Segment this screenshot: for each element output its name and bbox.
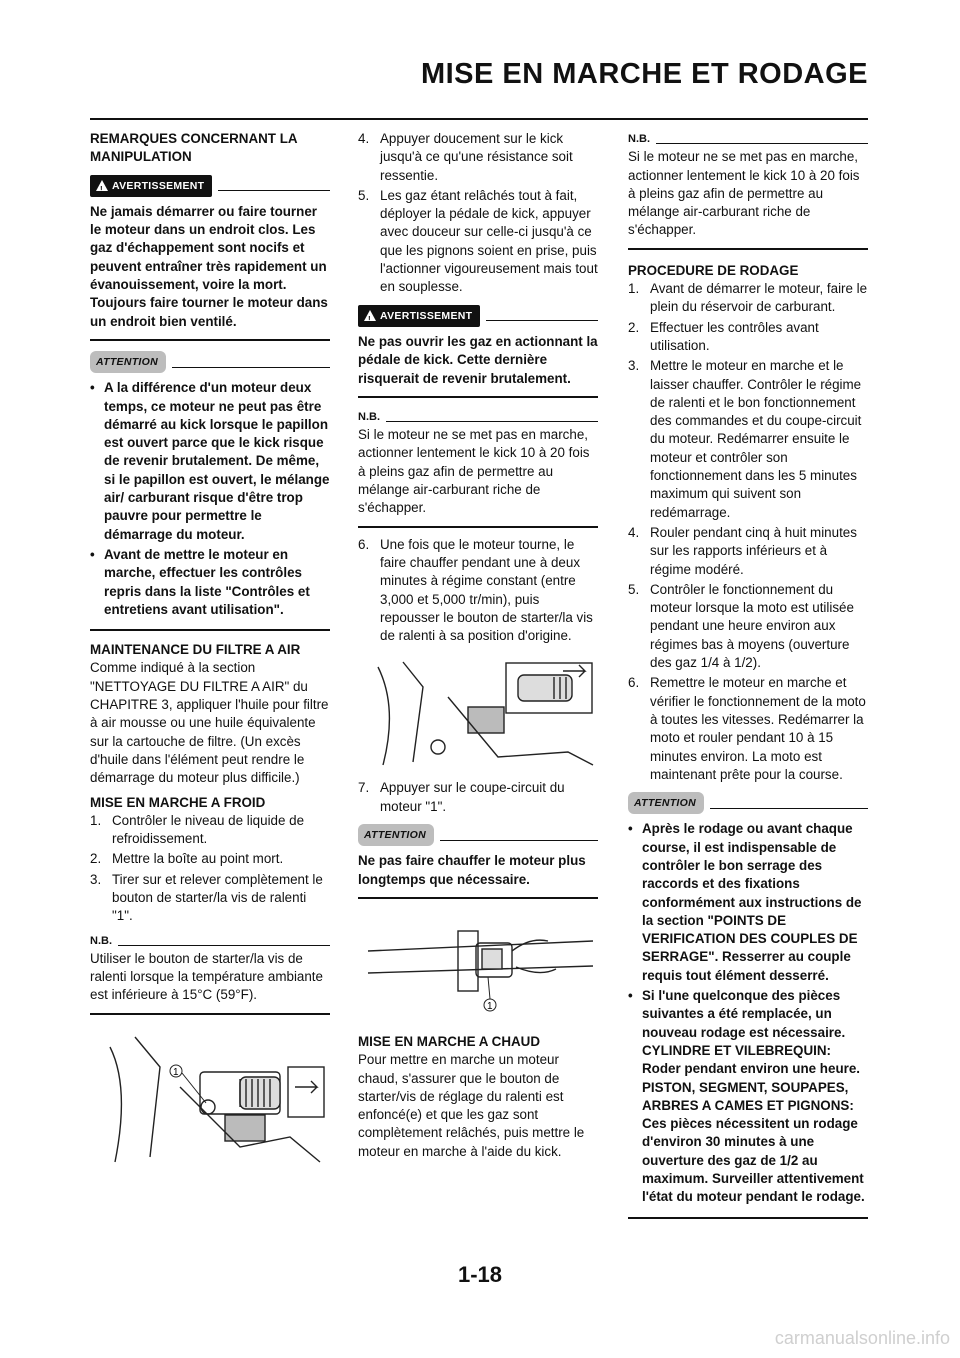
nb-label: N.B. [628,133,650,145]
step-item: 6. Une fois que le moteur tourne, le faire chauffer pendant une à deux minutes à régime constant (entre 3,000 et 5,000 tr/min), puis repousser le bouton de starter/la vis de ralenti à sa position d'origine. [358,536,593,644]
figure-kill-switch [358,911,598,1021]
callout-label: 1 [487,1000,493,1012]
step-item: 3. Tirer sur et relever complètement le bouton de starter/la vis de ralenti "1". [90,871,323,924]
page-title: MISE EN MARCHE ET RODAGE [420,58,868,90]
nb-text: Utiliser le bouton de starter/la vis de ralenti lorsque la température ambiante est inférieure à 15°C (59°F). [90,950,323,1003]
page-number: 1-18 [457,1262,503,1287]
filtre-text: Comme indiqué à la section "NETTOYAGE DU FILTRE A AIR" du CHAPITRE 3, appliquer l'huile pour filtre à air mousse ou une huile équivalente sur la cartouche de filtre. (Un excès d'huile dans l'élément peut rendre le démarrage du moteur plus difficile.) [90,660,329,786]
column-2 [358,130,598,1167]
callout-label: 1 [173,1066,179,1078]
heading-chaud: MISE EN MARCHE A CHAUD [358,1033,541,1049]
heading-filtre: MAINTENANCE DU FILTRE A AIR [90,642,301,658]
attention-badge: ATTENTION [90,351,166,373]
nb-text: Si le moteur ne se met pas en marche, actionner lentement le kick 10 à 20 fois à pleins gaz afin de permettre au mélange air-carburant riche de s'échapper. [358,427,590,516]
warning-box-2 [358,305,598,398]
attention-badge: ATTENTION [628,792,704,814]
figure-starter-warm [358,657,598,767]
chaud-text: Pour mettre en marche un moteur chaud, s'assurer que le bouton de starter/vis de réglage du ralenti est enfoncé(e) et que les gaz sont complètement relâchés, puis mettre le moteur en marche à l'aide du kick. [358,1052,585,1159]
column-3 [628,130,868,1229]
attention-text: Ne pas faire chauffer le moteur plus longtemps que nécessaire. [358,853,586,887]
step-item: 6. Remettre le moteur en marche et vérifier le fonctionnement de la moto à toutes les vitesses. Redémarrer la moto et rouler pendant 10 à 15 minutes environ. La moto est maintenant prête pour la course. [628,675,866,782]
list-item: • A la différence d'un moteur deux temps, ce moteur ne peut pas être démarré au kick lorsque le papillon est ouvert parce que le kick risque de revenir brutalement. De même, si le papillon est ouvert, le mélange air/ carburant risque d'être trop pauvre pour permettre le démarrage du moteur. [90,379,330,544]
footer-url: carmanualsonline.info [774,1328,950,1348]
list-item: • Si l'une quelconque des pièces suivantes a été remplacée, un nouveau rodage est nécessaire. CYLINDRE ET VILEBREQUIN: Roder pendant environ une heure. PISTON, SEGMENT, SOUPAPES, ARBRES A CAMES ET PIGNONS: Ces pièces nécessitent un rodage d'environ 30 minutes à une ouverture des gaz de 1/2 au maximum. Surveiller attentivement l'état du moteur pendant le rodage. [628,987,868,1207]
nb-text: Si le moteur ne se met pas en marche, actionner lentement le kick 10 à 20 fois à pleins gaz afin de permettre au mélange air-carburant riche de s'échapper. [628,149,860,238]
warning-text: Ne jamais démarrer ou faire tourner le moteur dans un endroit clos. Les gaz d'échappement sont nocifs et peuvent entraîner très rapidement un évanouissement, voire la mort. Toujours faire tourner le moteur dans un endroit bien ventilé. [90,203,328,329]
starter-warm-illustration [358,657,598,767]
warning-box-1 [90,175,330,341]
nb-box-1 [90,932,330,1015]
step-item: 7. Appuyer sur le coupe-circuit du moteur "1". [358,780,565,814]
step-item: 5. Contrôler le fonctionnement du moteur lorsque la moto est utilisée pendant une heure environ aux régimes bas à moyens (ouverture des gaz 1/4 à 1/2). [628,581,854,671]
attention-box-3 [628,792,868,1219]
heading-remarques: REMARQUES CONCERNANT LA MANIPULATION [90,131,298,165]
step-item: 4. Appuyer doucement sur le kick jusqu'à ce qu'une résistance soit ressentie. [358,131,573,183]
step-item: 2. Effectuer les contrôles avant utilisation. [628,319,819,353]
step-item: 2. Mettre la boîte au point mort. [90,851,284,867]
step-item: 1. Contrôler le niveau de liquide de refroidissement. [90,812,305,847]
warning-icon [364,310,376,321]
nb-label: N.B. [90,934,112,947]
step-item: 3. Mettre le moteur en marche et le laisser chauffer. Contrôler le régime de ralenti et le bon fonctionnement des commandes et du coupe-circuit du moteur. Redémarrer ensuite le moteur et contrôler son fonctionnement dans les 5 minutes maximum qui suivent son redémarrage. [628,358,862,520]
step-item: 1. Avant de démarrer le moteur, faire le plein du réservoir de carburant. [628,281,868,315]
nb-label: N.B. [358,410,380,423]
nb-box-2 [358,408,598,528]
heading-froid: MISE EN MARCHE A FROID [90,794,266,810]
nb-box-3 [628,130,868,250]
header-rule [90,118,868,120]
warning-icon [96,180,108,191]
step-item: 5. Les gaz étant relâchés tout à fait, déployer la pédale de kick, appuyer avec douceur sur celle-ci jusqu'à ce que les pignons soient en prise, puis l'actionner vigoureusement mais tout en souplesse. [358,187,598,295]
attention-badge: ATTENTION [358,824,434,846]
attention-box-2 [358,824,598,899]
list-item: • Après le rodage ou avant chaque course, il est indispensable de contrôler le bon serrage des raccords et des fixations conformément aux instructions de la section "POINTS DE VERIFICATION DES COUPLES DE SERRAGE". Resserrer au couple requis tout élément desserré. [628,820,868,985]
list-item: • Avant de mettre le moteur en marche, effectuer les contrôles repris dans la liste "Contrôles et entretiens avant utilisation". [90,546,330,619]
warning-badge: ! AVERTISSEMENT [358,305,480,327]
figure-starter-knob [90,1027,330,1167]
starter-knob-illustration [90,1027,330,1167]
warning-badge: ! AVERTISSEMENT [90,175,212,197]
warning-text: Ne pas ouvrir les gaz en actionnant la pédale de kick. Cette dernière risquerait de revenir brutalement. [358,333,598,386]
heading-rodage: PROCEDURE DE RODAGE [628,262,799,278]
column-1 [90,130,330,1179]
step-item: 4. Rouler pendant cinq à huit minutes sur les rapports inférieurs et à régime modéré. [628,524,857,577]
attention-box-1 [90,351,330,631]
kill-switch-illustration [358,911,598,1021]
